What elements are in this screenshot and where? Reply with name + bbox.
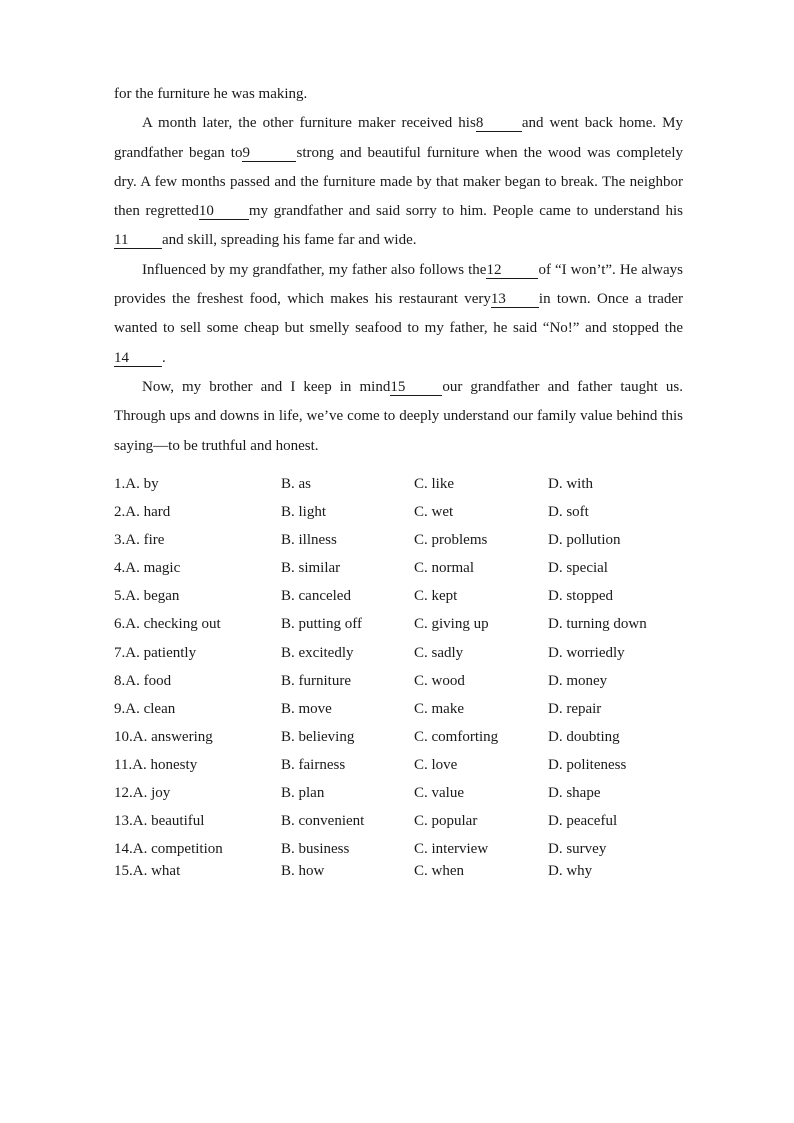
- option-6-c[interactable]: C. giving up: [414, 616, 489, 633]
- option-15-b[interactable]: B. how: [281, 863, 325, 880]
- blank-14[interactable]: 14: [114, 350, 162, 367]
- option-7-a[interactable]: 7.A. patiently: [114, 644, 197, 661]
- passage-text: Now, my brother and I keep in mind: [142, 378, 391, 395]
- option-9-b[interactable]: B. move: [281, 700, 332, 717]
- option-2-d[interactable]: D. soft: [548, 504, 589, 521]
- option-3-d[interactable]: D. pollution: [548, 532, 621, 549]
- option-8-a[interactable]: 8.A. food: [114, 672, 172, 689]
- option-15-d[interactable]: D. why: [548, 863, 593, 880]
- passage-text: .: [162, 349, 166, 366]
- blank-11[interactable]: 11: [114, 232, 162, 249]
- option-row-3: [114, 526, 714, 554]
- passage-paragraph-2: [114, 256, 683, 373]
- option-1-b[interactable]: B. as: [281, 476, 311, 492]
- option-row-10: [114, 723, 714, 751]
- option-12-c[interactable]: C. value: [414, 785, 464, 802]
- option-6-a[interactable]: 6.A. checking out: [114, 616, 221, 633]
- option-7-d[interactable]: D. worriedly: [548, 644, 625, 661]
- option-9-a[interactable]: 9.A. clean: [114, 700, 176, 717]
- passage-paragraph-1: [114, 109, 683, 255]
- passage-text: in town. Once a trader wanted to sell some cheap but smelly seafood to my father, he said “No!” and stopped the: [114, 291, 683, 337]
- option-13-b[interactable]: B. convenient: [281, 813, 365, 830]
- blank-13[interactable]: 13: [491, 291, 539, 308]
- option-10-d[interactable]: D. doubting: [548, 728, 620, 745]
- passage-text: our grandfather and father taught us. Through ups and downs in life, we’ve come to deeply understand our family value behind this saying—to be truthful and honest.: [114, 378, 683, 454]
- option-10-b[interactable]: B. believing: [281, 728, 355, 745]
- option-row-12: [114, 779, 714, 807]
- option-3-c[interactable]: C. problems: [414, 532, 488, 549]
- passage-text: of “I won’t”. He always provides the freshest food, which makes his restaurant very: [114, 261, 683, 308]
- option-8-c[interactable]: C. wood: [414, 672, 465, 689]
- option-3-a[interactable]: 3.A. fire: [114, 532, 165, 549]
- passage-text: strong and beautiful furniture when the wood was completely dry. A few months passed and the furniture made by that maker began to break. The neighbor then regretted: [114, 144, 684, 220]
- option-1-a[interactable]: 1.A. by: [114, 476, 159, 492]
- option-row-7: [114, 639, 714, 667]
- option-14-c[interactable]: C. interview: [414, 841, 489, 858]
- option-6-b[interactable]: B. putting off: [281, 616, 362, 633]
- blank-12[interactable]: 12: [486, 262, 538, 279]
- option-row-9: [114, 695, 714, 723]
- passage-text: my grandfather and said sorry to him. People came to understand his: [248, 203, 683, 220]
- answer-options: [114, 470, 714, 882]
- option-row-6: [114, 610, 714, 638]
- option-12-b[interactable]: B. plan: [281, 785, 325, 802]
- option-5-c[interactable]: C. kept: [414, 588, 458, 605]
- option-row-8: [114, 667, 714, 695]
- blank-15[interactable]: 15: [390, 379, 442, 396]
- option-2-b[interactable]: B. light: [281, 504, 327, 521]
- option-row-4: [114, 554, 714, 582]
- option-10-a[interactable]: 10.A. answering: [114, 728, 213, 745]
- passage-text: and skill, spreading his fame far and wide.: [162, 232, 417, 249]
- option-5-b[interactable]: B. canceled: [281, 588, 351, 605]
- option-6-d[interactable]: D. turning down: [548, 616, 647, 633]
- option-2-a[interactable]: 2.A. hard: [114, 504, 171, 521]
- option-12-a[interactable]: 12.A. joy: [114, 785, 171, 802]
- option-row-13: [114, 807, 714, 835]
- passage-text: for the furniture he was making.: [114, 86, 308, 102]
- option-5-d[interactable]: D. stopped: [548, 588, 613, 605]
- option-row-11: [114, 751, 714, 779]
- option-4-a[interactable]: 4.A. magic: [114, 560, 181, 577]
- option-14-d[interactable]: D. survey: [548, 841, 607, 858]
- option-3-b[interactable]: B. illness: [281, 532, 337, 549]
- option-row-15: [114, 860, 714, 882]
- option-1-d[interactable]: D. with: [548, 476, 593, 492]
- option-11-c[interactable]: C. love: [414, 756, 458, 773]
- option-15-a[interactable]: 15.A. what: [114, 863, 181, 880]
- option-9-c[interactable]: C. make: [414, 700, 464, 717]
- option-4-c[interactable]: C. normal: [414, 560, 474, 577]
- option-5-a[interactable]: 5.A. began: [114, 588, 180, 605]
- passage-paragraph-3: [114, 373, 683, 461]
- option-8-d[interactable]: D. money: [548, 672, 608, 689]
- option-13-a[interactable]: 13.A. beautiful: [114, 813, 205, 830]
- passage-text: A month later, the other furniture maker received his: [142, 115, 476, 132]
- option-14-a[interactable]: 14.A. competition: [114, 841, 223, 858]
- option-9-d[interactable]: D. repair: [548, 700, 602, 717]
- option-row-1: [114, 470, 714, 498]
- option-11-d[interactable]: D. politeness: [548, 756, 627, 773]
- blank-9[interactable]: 9: [242, 145, 296, 162]
- option-10-c[interactable]: C. comforting: [414, 728, 499, 745]
- passage-text: Influenced by my grandfather, my father also follows the: [142, 261, 487, 278]
- option-11-a[interactable]: 11.A. honesty: [114, 756, 198, 773]
- option-8-b[interactable]: B. furniture: [281, 672, 351, 689]
- option-4-b[interactable]: B. similar: [281, 560, 341, 577]
- option-row-2: [114, 498, 714, 526]
- blank-10[interactable]: 10: [199, 203, 249, 220]
- option-2-c[interactable]: C. wet: [414, 504, 454, 521]
- option-13-c[interactable]: C. popular: [414, 813, 478, 830]
- option-12-d[interactable]: D. shape: [548, 785, 601, 802]
- option-1-c[interactable]: C. like: [414, 476, 454, 492]
- option-11-b[interactable]: B. fairness: [281, 756, 346, 773]
- passage: [114, 80, 683, 461]
- option-4-d[interactable]: D. special: [548, 560, 608, 577]
- blank-8[interactable]: 8: [476, 115, 522, 132]
- option-15-c[interactable]: C. when: [414, 863, 464, 880]
- option-7-b[interactable]: B. excitedly: [281, 644, 354, 661]
- option-14-b[interactable]: B. business: [281, 841, 350, 858]
- option-7-c[interactable]: C. sadly: [414, 644, 464, 661]
- option-row-5: [114, 582, 714, 610]
- option-row-14: [114, 835, 714, 863]
- passage-paragraph-0: [114, 80, 683, 109]
- passage-text: and went back home. My grandfather began to: [114, 115, 683, 161]
- option-13-d[interactable]: D. peaceful: [548, 813, 618, 830]
